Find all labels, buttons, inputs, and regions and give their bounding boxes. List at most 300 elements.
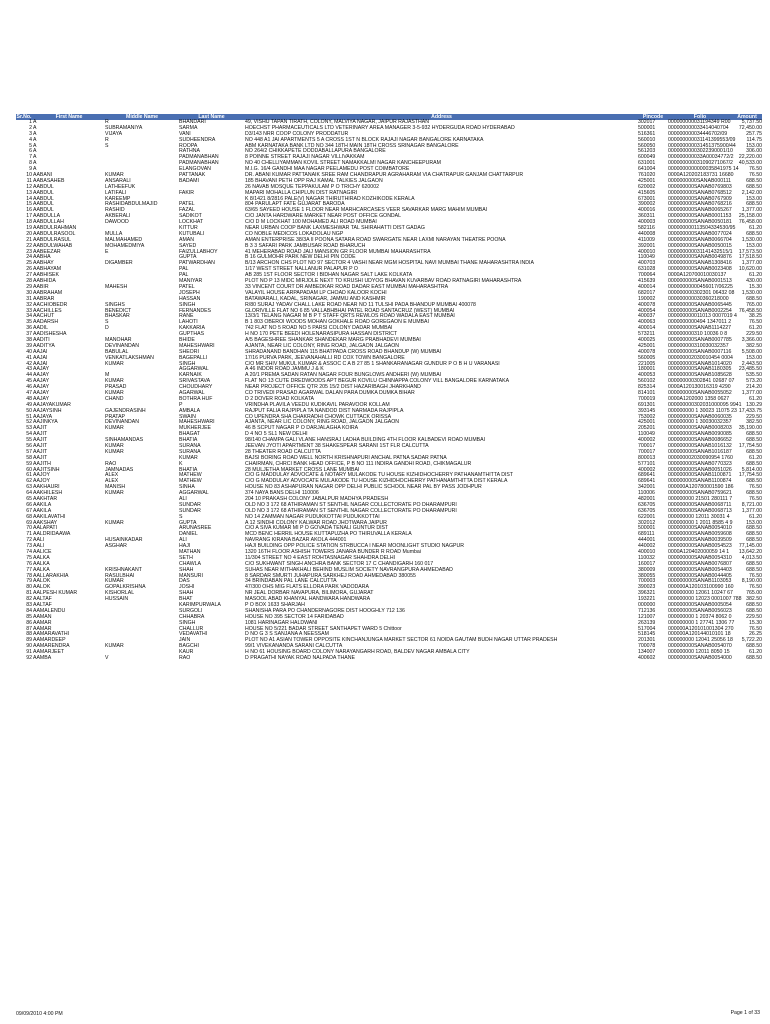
cell-last-name: GUPTHAS [179, 331, 205, 338]
cell-last-name: ALI [179, 537, 187, 544]
cell-middle-name: MANISH [105, 484, 126, 491]
cell-last-name: SURANA [179, 448, 201, 455]
cell-amount: 688.50 [746, 431, 762, 438]
cell-pincode: 400016 [638, 207, 656, 214]
cell-pincode: 400010 [638, 549, 656, 556]
cell-folio: 0000000000000035841975 14 [668, 166, 739, 173]
cell-address: MCD BENC HERRIL HOUSE KUTTAPUZHA PO THIRUVALLA KERALA [245, 531, 412, 538]
cell-folio: 000000000033A00034772/2 [668, 154, 734, 161]
cell-sr-no: 88 [26, 631, 32, 638]
cell-last-name: SHAH [179, 566, 194, 573]
cell-pincode: 712136 [638, 607, 656, 614]
cell-last-name: SETH [179, 554, 193, 561]
cell-first-name: AAMARJEET [33, 649, 65, 656]
cell-sr-no: 28 [26, 278, 32, 285]
cell-amount: 1,530.00 [741, 289, 762, 296]
cell-amount: 688.50 [746, 230, 762, 237]
cell-middle-name: DEVINANDAN [105, 342, 140, 349]
cell-amount: 382.50 [746, 342, 762, 349]
cell-address: HOUSE NO 5/221 BADAR STREET SANTHAPET WARD 5 Chittoor [245, 625, 402, 632]
cell-folio: 000000000SANAB0039509 [668, 537, 732, 544]
cell-amount: 5,737.50 [741, 119, 762, 125]
cell-amount: 229.50 [746, 613, 762, 620]
cell-pincode: 396321 [638, 590, 656, 597]
cell-folio: 000000000SANAB1016132 [668, 442, 732, 449]
cell-address: PLOT NO A1 ASIAN TOWER OPPOSITE KINCHANJUNGA MARKET SECTOR 61 NOIDA GAUTAM BUDH NAGAR UTTAR PRADESH [245, 637, 558, 644]
cell-last-name: JOSHI [179, 584, 195, 591]
cell-middle-name: MULLA [105, 230, 123, 237]
cell-sr-no: 69 [26, 519, 32, 526]
cell-amount: 17,518.50 [738, 254, 762, 261]
cell-pincode: 390002 [638, 201, 656, 208]
cell-last-name: BOTHRA HUF [179, 395, 213, 402]
cell-folio: 000000000302841 02687 07 [668, 378, 735, 385]
cell-amount: 61.20 [749, 272, 762, 279]
cell-sr-no: 90 [26, 643, 32, 650]
cell-sr-no: 50 [26, 407, 32, 414]
cell-first-name: AABDULWAHAB [33, 242, 73, 249]
cell-amount: 61.20 [749, 454, 762, 461]
cell-amount: 76.50 [749, 319, 762, 326]
cell-last-name: BAGCHI [179, 643, 199, 650]
cell-middle-name: CHAND [105, 395, 124, 402]
cell-sr-no: 7 [29, 154, 32, 161]
cell-last-name: MATHAN [179, 549, 201, 556]
cell-address: D 4 NO 5 SL1 NEW DELHI [245, 431, 308, 438]
cell-amount: 688.50 [746, 177, 762, 184]
cell-first-name: AAJOY [33, 472, 51, 479]
cell-last-name: LAHOTI [179, 319, 198, 326]
cell-first-name: AABDUL [33, 195, 54, 202]
cell-first-name: AABEEZAR [33, 248, 61, 255]
cell-amount: 17,754.50 [738, 442, 762, 449]
cell-sr-no: 22 [26, 242, 32, 249]
cell-first-name: AAJITH [33, 460, 51, 467]
cell-pincode: 360311 [638, 213, 655, 220]
cell-sr-no: 61 [26, 472, 32, 479]
cell-folio: 000000000SANAB0059608 [668, 531, 732, 538]
cell-amount: 153.00 [746, 195, 762, 202]
cell-sr-no: 45 [26, 378, 32, 385]
cell-amount: 573.20 [746, 378, 762, 385]
cell-middle-name: VIJAYA [105, 130, 123, 137]
cell-folio: 000000000 12041 25056 18 [668, 637, 733, 644]
cell-middle-name: KRISHNAKANT [105, 566, 142, 573]
cell-first-name: AABDULLA [33, 213, 61, 220]
cell-first-name: AABDULRAHMAN [33, 225, 77, 232]
cell-first-name: A [33, 142, 37, 149]
cell-first-name: AAJAYA [33, 413, 53, 420]
cell-address: JEEVAN JYOTI APARTMENT 38 SHAKESPEAR SARANI 1ST FLR CALCUTTA [245, 442, 429, 449]
cell-pincode: 631001 [638, 160, 656, 167]
cell-amount: 61.20 [749, 649, 762, 656]
cell-address: 33 VINCENT COURT DR AMBEDKAR ROAD DADAR EAST MUMBAI MAHARASHTRA [245, 283, 449, 290]
cell-amount: 38.25 [749, 313, 762, 320]
cell-sr-no: 60 [26, 466, 32, 473]
cell-folio: 000000002030010454 0004 [668, 354, 733, 361]
cell-amount: 13,642.20 [738, 549, 762, 556]
cell-first-name: AABHISEK [33, 272, 59, 279]
cell-pincode: 400014 [638, 283, 656, 290]
cell-folio: 000000000SANAB0768216 [668, 201, 732, 208]
cell-address: 46 B SCPUT NAGAR P O DARJALAGHA KOIRA [245, 425, 359, 432]
table-row [16, 656, 762, 662]
cell-address: D 2 DOVER ROAD KOLKATA [245, 395, 314, 402]
cell-address: NO 14 ZAMMAN NAGAR PUDUKKOTTAI PUDUKKOTTAI [245, 513, 380, 520]
cell-sr-no: 30 [26, 289, 32, 296]
cell-last-name: CHHABRA [179, 613, 205, 620]
cell-pincode: 193221 [638, 596, 656, 603]
cell-middle-name: GOPALKRISHNA [105, 584, 146, 591]
cell-first-name: AALTAF [33, 602, 52, 609]
cell-sr-no: 74 [26, 549, 32, 556]
cell-folio: 000000000SANAB0086652 [668, 437, 732, 444]
cell-sr-no: 39 [26, 342, 32, 349]
cell-sr-no: 80 [26, 584, 32, 591]
cell-folio: 000000000310030032357 [668, 342, 729, 349]
cell-amount: 214.20 [746, 384, 762, 391]
cell-folio: 000000000SANAB0054310 [668, 554, 732, 561]
cell-first-name: AAJIT [33, 448, 48, 455]
cell-amount: 382.50 [746, 596, 762, 603]
cell-first-name: AAJAI [33, 360, 48, 367]
cell-address: D NO G 3 S SANJANA A NEESSAM [245, 631, 329, 638]
cell-pincode: 400037 [638, 313, 656, 320]
cell-folio: 000000000 12061 10247 67 [668, 590, 733, 597]
cell-pincode: 689641 [638, 478, 656, 485]
cell-sr-no: 67 [26, 507, 32, 514]
cell-amount: 153.00 [746, 354, 762, 361]
cell-amount: 229.50 [746, 331, 762, 338]
cell-first-name: AABDULRASOOL [33, 230, 76, 237]
cell-folio: 000000000SANAB0050015 [668, 242, 732, 249]
cell-sr-no: 62 [26, 478, 32, 485]
cell-last-name: KITTUR [179, 225, 198, 232]
cell-first-name: AALPESH KUMAR [33, 590, 78, 597]
cell-middle-name: ALEX [105, 472, 119, 479]
cell-sr-no: 49 [26, 401, 32, 408]
cell-folio: 000000000SANAB0008203 [668, 425, 732, 432]
cell-first-name: AAJAY [33, 395, 50, 402]
cell-last-name: BHATIA [179, 466, 198, 473]
cell-pincode: 190002 [638, 295, 656, 302]
cell-first-name: AALLARAKHIA [33, 572, 69, 579]
cell-middle-name: ALEX [105, 478, 119, 485]
cell-last-name: KUMAR [179, 454, 198, 461]
cell-folio: 000000000SANAB0007116 [668, 348, 732, 355]
data-table [16, 114, 762, 662]
cell-address: 98/140 CHAMPA GALI VLANE HANSRAJ LADHA BUILDING 4TH FLOOR KALBADEVI ROAD MUMBAI [245, 437, 486, 444]
cell-pincode: 400002 [638, 437, 656, 444]
cell-middle-name: SINGHS [105, 301, 125, 308]
cell-pincode: 691301 [638, 401, 656, 408]
cell-sr-no: 54 [26, 431, 32, 438]
cell-middle-name: M [105, 372, 110, 379]
cell-folio: 000000000SANAB0056023 [668, 607, 732, 614]
cell-last-name: PAL [179, 266, 189, 273]
cell-address: C/O MR SHIV MUKUL KUMAR & ASSOC C A B 27 85 1 SHANKARANAGAR GUNDUR P O B H U VARANASI [245, 360, 500, 367]
cell-first-name: A [33, 160, 37, 167]
cell-first-name: AAJAYAKUMAR [33, 401, 71, 408]
cell-last-name: BHANDARI [179, 119, 206, 125]
cell-pincode: 673001 [638, 195, 656, 202]
cell-last-name: VEDAVATHI [179, 631, 208, 638]
cell-sr-no: 11 [26, 177, 32, 184]
cell-first-name: AAKHTAR [33, 496, 58, 502]
cell-first-name: AABHA [33, 254, 51, 261]
cell-address: 804 PARULAPT FATE GUJARAT BARODA [245, 201, 345, 208]
cell-middle-name: PRASAD [105, 384, 127, 391]
cell-first-name: AAKHILESH [33, 490, 63, 497]
cell-amount: 15.30 [749, 283, 762, 290]
cell-middle-name: LATIFALI [105, 189, 127, 196]
cell-sr-no: 55 [26, 437, 32, 444]
cell-amount: 688.50 [746, 478, 762, 485]
cell-address: HOUSE NO 395 SECTOR 14 FARIDABAD [245, 613, 344, 620]
cell-middle-name: MAHESH [105, 283, 128, 290]
cell-first-name: AAJAI [33, 354, 48, 361]
cell-sr-no: 18 [26, 219, 32, 226]
cell-amount: 77,145.00 [738, 543, 762, 550]
cell-first-name: AAMAN [33, 613, 52, 620]
cell-address: HOUSE NO 83 ASHAPURAN NAGAR OPP DELHI PUBLIC SCHOOL NEAR PAL BY PASS JODHPUR [245, 484, 482, 491]
cell-amount: 2,443.50 [741, 360, 762, 367]
cell-first-name: AAKHAURI [33, 484, 60, 491]
cell-amount: 5,722.20 [741, 637, 762, 644]
cell-pincode: 400003 [638, 219, 656, 226]
cell-address: VALAYIL HOUSE ARPAPADAM LP CHOAD KALOOR KOCHI [245, 289, 387, 296]
cell-amount: 61.20 [749, 513, 762, 520]
cell-folio: 000000000SANAB0068713 [668, 507, 732, 514]
cell-middle-name: HUSSAIN [105, 596, 129, 603]
cell-address: 47/300 OHS MIG FLATS ELLORA PARK VADODARA [245, 584, 369, 591]
cell-amount: 76.50 [749, 572, 762, 579]
cell-sr-no: 58 [26, 454, 32, 461]
cell-first-name: AALTAF [33, 596, 52, 603]
cell-pincode: 560102 [638, 378, 656, 385]
cell-amount: 17,754.50 [738, 472, 762, 479]
cell-folio: 000000000SANAB1016187 [668, 448, 732, 455]
cell-folio: 000000000SANAB0759621 [668, 490, 732, 497]
cell-address: DR. ABANI KUMAR PATTANAIK SREE RAM CHANDRAPUR AGRAHARAM VIA CHATRAPUR GANJAM CHATTARPUR [245, 172, 524, 179]
cell-pincode: 415639 [638, 278, 656, 285]
cell-middle-name: ASGHAR [105, 543, 127, 550]
cell-pincode: 400025 [638, 336, 656, 343]
cell-sr-no: 16 [26, 207, 32, 214]
cell-sr-no: 84 [26, 607, 32, 614]
cell-last-name: LOCKHAT [179, 219, 204, 226]
cell-first-name: AAMAR [33, 625, 52, 632]
cell-pincode: 561203 [638, 148, 656, 155]
cell-last-name: FERNANDES [179, 307, 211, 314]
cell-first-name: AAJAY [33, 372, 50, 379]
cell-first-name: A [33, 130, 37, 137]
cell-amount: 688.50 [746, 537, 762, 544]
cell-address: RAJPUT FALIA RAJPIPLA TA NANDOD DIST NARMADA RAJPIPLA [245, 407, 404, 414]
cell-last-name: SRIVASTAVA [179, 378, 211, 385]
cell-address: NR JEAL DORBAR NAVAPURA, BILIMORA, GUJARAT [245, 590, 374, 597]
cell-folio: 000000000SANAB1308416 [668, 260, 732, 267]
cell-folio: 00000000003022390001/10 [668, 148, 733, 155]
cell-first-name: AAMALENDU [33, 607, 66, 614]
cell-amount: 229.50 [746, 413, 762, 420]
cell-amount: 114.75 [746, 136, 762, 143]
cell-folio: 000000000SANAB1014020 [668, 360, 732, 367]
cell-address: 8 POINNE STREET RAJAJI NAGAR VILLIVAKKAM [245, 154, 365, 161]
cell-sr-no: 87 [26, 625, 32, 632]
cell-address: VRINDHA PLAVILA VEEDU KUDIKAVIL PARAVOOR KOLLAM [245, 401, 390, 408]
cell-address: OLD NO 3 172 68 ATHIRAMAN ST SENTHIL NAGAR COLLECTORATE PO DHARAMPURI [245, 501, 457, 508]
cell-first-name: AAKSHAY [33, 519, 58, 526]
cell-last-name: SURGOLI [179, 607, 203, 614]
cell-pincode: 500001 [638, 124, 656, 131]
cell-amount: 1,377.00 [741, 507, 762, 514]
cell-last-name: PAL [179, 272, 189, 279]
cell-last-name: PATEL [179, 283, 195, 290]
cell-first-name: AAJIT [33, 454, 48, 461]
cell-folio: 000000000SANAB0001513 [668, 278, 732, 285]
cell-middle-name: DEVINANDAN [105, 419, 140, 426]
cell-first-name: AAMARAVATHI [33, 631, 70, 638]
cell-address: 8 SARDAR SMURTI JUHAPURA SARKHEJ ROAD AHMEDABAD 380055 [245, 572, 416, 579]
cell-amount: 153.00 [746, 519, 762, 526]
cell-last-name: BHIDE [179, 336, 195, 343]
cell-first-name: AAJIT [33, 425, 48, 432]
cell-folio: 000000000SANAB0001153 [668, 213, 732, 220]
cell-pincode: 700019 [638, 395, 656, 402]
cell-folio: 000000000SANAB0077024 [668, 230, 732, 237]
footer-timestamp: 09/09/2010 4:00 PM [16, 1011, 63, 1017]
cell-middle-name: D [105, 325, 109, 332]
cell-middle-name: RASHID [105, 207, 125, 214]
cell-amount: 22,220.00 [738, 154, 762, 161]
cell-folio: 000000000 1 20374 8062 0 [668, 613, 732, 620]
cell-last-name: P [179, 401, 183, 408]
column-header-sr-no: Sr.No. [16, 114, 32, 120]
cell-amount: 2,142.00 [741, 189, 762, 196]
cell-last-name: BHAT [179, 596, 193, 603]
cell-last-name: PATWARDHAN [179, 260, 215, 267]
cell-pincode: 518145 [638, 631, 656, 638]
cell-amount: 76,458.00 [738, 219, 762, 226]
cell-middle-name: DIGAMBER [105, 260, 133, 267]
cell-folio: 000000000 12011 8050 15 [668, 649, 730, 656]
cell-first-name: AAJAY [33, 378, 50, 385]
column-header-first-name: First Name [55, 114, 83, 120]
cell-first-name: AAJIT [33, 442, 48, 449]
cell-first-name: AAJAY [33, 384, 50, 391]
cell-middle-name: PRATAP [105, 413, 125, 420]
cell-address: 28 MULJETHA MARKET CROSS LANE MUMBAI [245, 466, 360, 473]
cell-middle-name: BHASKAR [105, 313, 130, 320]
cell-sr-no: 20 [26, 230, 32, 237]
cell-folio: 000000000SANAB0049876 [668, 254, 732, 261]
cell-folio: 000000002030090954 1760 [668, 454, 733, 461]
cell-sr-no: 91 [26, 649, 32, 656]
cell-folio: 000000000 12011 30031 4 [668, 513, 730, 520]
cell-pincode: 641004 [638, 166, 656, 173]
cell-middle-name: KUMAR [105, 578, 124, 585]
cell-folio: 000000A120103100990 160 [668, 584, 734, 591]
cell-middle-name: KUMAR [105, 378, 124, 385]
cell-folio: 000000000SANAB0054403 [668, 566, 732, 573]
cell-last-name: SARMA [179, 124, 198, 131]
cell-pincode: 600049 [638, 154, 656, 161]
cell-last-name: MATHEW [179, 472, 202, 479]
cell-amount: 76.50 [749, 166, 762, 173]
cell-first-name: AALKA [33, 560, 50, 567]
cell-folio: 000000A120144010101 18 [668, 631, 731, 638]
cell-first-name: A [33, 124, 37, 131]
cell-folio: 000000000031141399553/09 [668, 136, 736, 143]
cell-middle-name: AKBERALI [105, 213, 131, 220]
cell-last-name: ELANGOVAN [179, 166, 211, 173]
cell-pincode: 700003 [638, 578, 656, 585]
cell-amount: 130.29 [746, 401, 762, 408]
cell-last-name: HAJI [179, 543, 191, 550]
cell-folio: 000000000SANAB0065445 [668, 301, 732, 308]
cell-first-name: AABIR [33, 283, 49, 290]
cell-pincode: 392001 [638, 242, 656, 249]
cell-folio: 000000000033414040704 [668, 124, 729, 131]
cell-first-name: AAMARENDRA [33, 643, 70, 650]
cell-sr-no: 34 [26, 313, 32, 320]
column-header-last-name: Last Name [198, 114, 225, 120]
cell-pincode: 400053 [638, 372, 656, 379]
cell-middle-name: ANSARALI [105, 177, 131, 184]
cell-pincode: 380009 [638, 566, 656, 573]
cell-last-name: DAS [179, 578, 190, 585]
cell-middle-name: RASULBHAI [105, 572, 135, 579]
cell-folio: 000000000SANAB0076807 [668, 560, 732, 567]
cell-first-name: AAMAR [33, 619, 52, 626]
cell-address: R/80 SURAJ YADAV CHALL LAKE ROAD NEAR NO 11 TULSHI PADA BHANDUP MUMBAI 400078 [245, 301, 476, 308]
cell-address: HOECHST PHARMACEUTICALS LTD VETERINARY AREA MANAGER 3-5-932 HYDERGUDA ROAD HYDERABAD [245, 124, 515, 131]
cell-first-name: AACHUT [33, 313, 55, 320]
cell-folio: 000000000 1 2011 8585 4 9 [668, 519, 733, 526]
cell-folio: 000000000 1 27741 1306 77 [668, 619, 735, 626]
cell-first-name: AABRAHAM [33, 289, 63, 296]
cell-middle-name: DAWOOD [105, 219, 129, 226]
cell-first-name: AAMBA [33, 655, 52, 662]
cell-first-name: AAKILAVATHI [33, 513, 66, 520]
cell-amount: 688.50 [746, 566, 762, 573]
cell-last-name: SINHA [179, 484, 195, 491]
cell-middle-name: KUMAR [105, 425, 124, 432]
cell-address: NO 448 A1 JAI APARTMENTS 5 A CROSS 1ST N BLOCK RAJAJI NAGAR BANGALORE KARNATAKA [245, 136, 484, 143]
cell-middle-name: RASHIDABDULMAJID [105, 201, 158, 208]
cell-last-name: JOSEPH [179, 289, 200, 296]
cell-address: 41 MEHERABAD ROAD JAIJ MANSION GR FLOOR MUMBAI MAHARASHTRA [245, 248, 431, 255]
cell-amount: 1,377.00 [741, 207, 762, 214]
cell-pincode: 110032 [638, 554, 655, 561]
cell-address: 742 FLAT NO 5 ROAD NO 5 PARSI COLONY DADAR MUMBAI [245, 325, 393, 332]
cell-address: H NO 61 HOUSING BOARD COLONY NARAYANGARH ROAD, BALDEV NAGAR AMBALA CITY [245, 649, 470, 656]
cell-sr-no: 78 [26, 572, 32, 579]
cell-first-name: AABANI [33, 172, 53, 179]
cell-sr-no: 48 [26, 395, 32, 402]
cell-last-name: KARIMPURWALA [179, 602, 221, 609]
cell-first-name: AADITYA [33, 342, 55, 349]
cell-address: NO 264/2 CHIKKAPETE DODDABALLAPURA BANGALORE [245, 148, 386, 155]
cell-sr-no: 17 [26, 213, 32, 220]
cell-sr-no: 92 [26, 655, 32, 662]
cell-amount: 688.50 [746, 602, 762, 609]
cell-folio: 000000000SANAB0023408 [668, 266, 732, 273]
cell-pincode: 425001 [638, 342, 656, 349]
cell-folio: 000000000SANAB0090085 [668, 431, 732, 438]
cell-last-name: SURANA [179, 442, 201, 449]
